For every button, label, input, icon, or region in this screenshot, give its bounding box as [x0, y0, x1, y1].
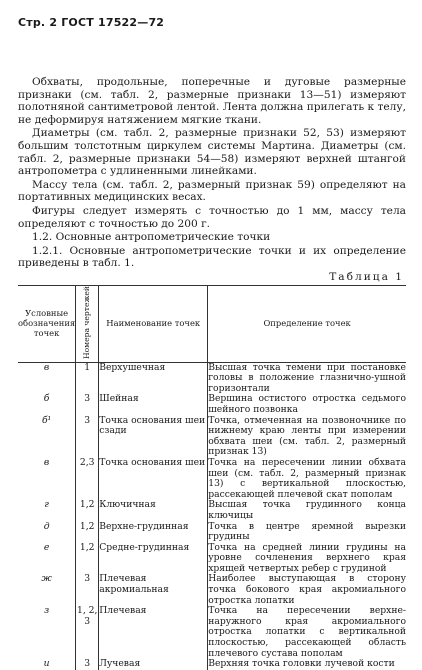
- point-name: Лучевая: [99, 659, 208, 670]
- point-symbol: в: [43, 456, 50, 468]
- point-name: Точка основания шеи сзади: [99, 416, 208, 458]
- drawing-number: 3: [76, 416, 99, 458]
- drawing-number: 3: [76, 394, 99, 415]
- point-symbol: в: [43, 361, 50, 373]
- point-name: Верхне-грудинная: [99, 522, 208, 543]
- point-symbol: д: [43, 520, 50, 532]
- table-title: Таблица 1: [329, 271, 404, 283]
- paragraph-body-mass: Массу тела (см. табл. 2, размерный признак 59) определяют на портативных медицинских весах.: [18, 178, 406, 204]
- table-row: [18, 659, 406, 670]
- table-row: [18, 394, 406, 415]
- point-definition: Точка на средней линии грудины на уровне сочленения верхнего края хрящей четвертых ребер с грудиной: [208, 541, 406, 574]
- table-row: [18, 362, 406, 394]
- point-symbol: б¹: [41, 414, 52, 426]
- header-name: Наименование точек: [99, 286, 208, 363]
- header-drawing-label: Номера чертежей: [82, 286, 92, 360]
- point-definition: Наиболее выступающая в сторону точка бокового края акромиального отростка лопатки: [208, 573, 406, 606]
- body-text: [18, 76, 406, 271]
- point-symbol: е: [43, 541, 50, 553]
- point-name: Верхушечная: [99, 362, 208, 394]
- table-row: [18, 500, 406, 521]
- point-name: Плечевая: [99, 606, 208, 659]
- point-name: Плечевая акромиальная: [99, 574, 208, 606]
- point-definition: Точка на пересечении верхне-наружного края акромиального отростка лопатки с вертикальной плоскостью, рассекающей область плечевого сустава пополам: [208, 605, 406, 659]
- point-definition: Точка, отмеченная на позвоночнике по нижнему краю ленты при измерении обхвата шеи (см. табл. 2, размерный признак 13): [208, 414, 406, 458]
- point-definition: Вершина остистого отростка седьмого шейного позвонка: [208, 393, 406, 415]
- anthropometric-points-table: [18, 285, 406, 670]
- table-row: [18, 606, 406, 659]
- point-definition: Высшая точка темени при постановке головы в положение глазнично-ушной горизонтали: [208, 361, 406, 394]
- paragraph-circumferences: Обхваты, продольные, поперечные и дуговые размерные признаки (см. табл. 2, размерные признаки 13—51) измеряют полотняной сантиметровой лентой. Лента должна прилегать к телу, не деформируя натяжением мягкие ткани.: [18, 76, 406, 126]
- point-symbol: и: [43, 658, 50, 670]
- point-symbol: з: [44, 605, 50, 617]
- drawing-number: 1,2: [76, 500, 99, 521]
- point-definition: Точка на пересечении линии обхвата шеи (см. табл. 2, размерный признак 13) с вертикальной плоскостью, рассекающей плечевой скат пополам: [208, 456, 406, 500]
- point-name: Шейная: [99, 394, 208, 415]
- paragraph-diameters: Диаметры (см. табл. 2, размерные признаки 52, 53) измеряют большим толстотным циркулем системы Мартина. Диаметры (см. табл. 2, размерные признаки 54—58) измеряют верхней штангой антропометра с удлиненными линейками.: [18, 127, 406, 178]
- point-definition: Точка в центре яремной вырезки грудины: [208, 520, 406, 543]
- page-header: Стр. 2 ГОСТ 17522—72: [18, 16, 165, 29]
- table-row: [18, 416, 406, 458]
- point-name: Точка основания шеи: [99, 458, 208, 500]
- point-definition: Высшая точка грудинного конца ключицы: [208, 499, 406, 521]
- drawing-number: 1,2: [76, 543, 99, 575]
- drawing-number: 3: [76, 574, 99, 606]
- point-definition: Верхняя точка головки лучевой кости: [208, 659, 406, 670]
- point-symbol: ж: [41, 573, 52, 585]
- drawing-number: 1: [76, 362, 99, 394]
- point-name: Средне-грудинная: [99, 543, 208, 575]
- point-symbol: г: [44, 499, 49, 511]
- table-row: [18, 458, 406, 500]
- table-row: [18, 522, 406, 543]
- paragraph-1-2-1: 1.2.1. Основные антропометрические точки и их определение приведены в табл. 1.: [18, 244, 406, 270]
- point-name: Ключичная: [99, 500, 208, 521]
- drawing-number: 3: [76, 659, 99, 670]
- point-symbol: б: [43, 393, 50, 405]
- header-drawing: [76, 286, 99, 363]
- drawing-number: 1,2: [76, 522, 99, 543]
- paragraph-accuracy: Фигуры следует измерять с точностью до 1 мм, массу тела определяют с точностью до 200 г.: [18, 204, 406, 230]
- drawing-number: 2,3: [76, 458, 99, 500]
- table-row: [18, 543, 406, 575]
- drawing-number: 1, 2, 3: [76, 606, 99, 659]
- header-definition: Определение точек: [208, 286, 406, 363]
- section-heading-1-2: 1.2. Основные антропометрические точки: [32, 231, 271, 244]
- header-designation: Условные обозначения точек: [18, 286, 76, 363]
- table-row: [18, 574, 406, 606]
